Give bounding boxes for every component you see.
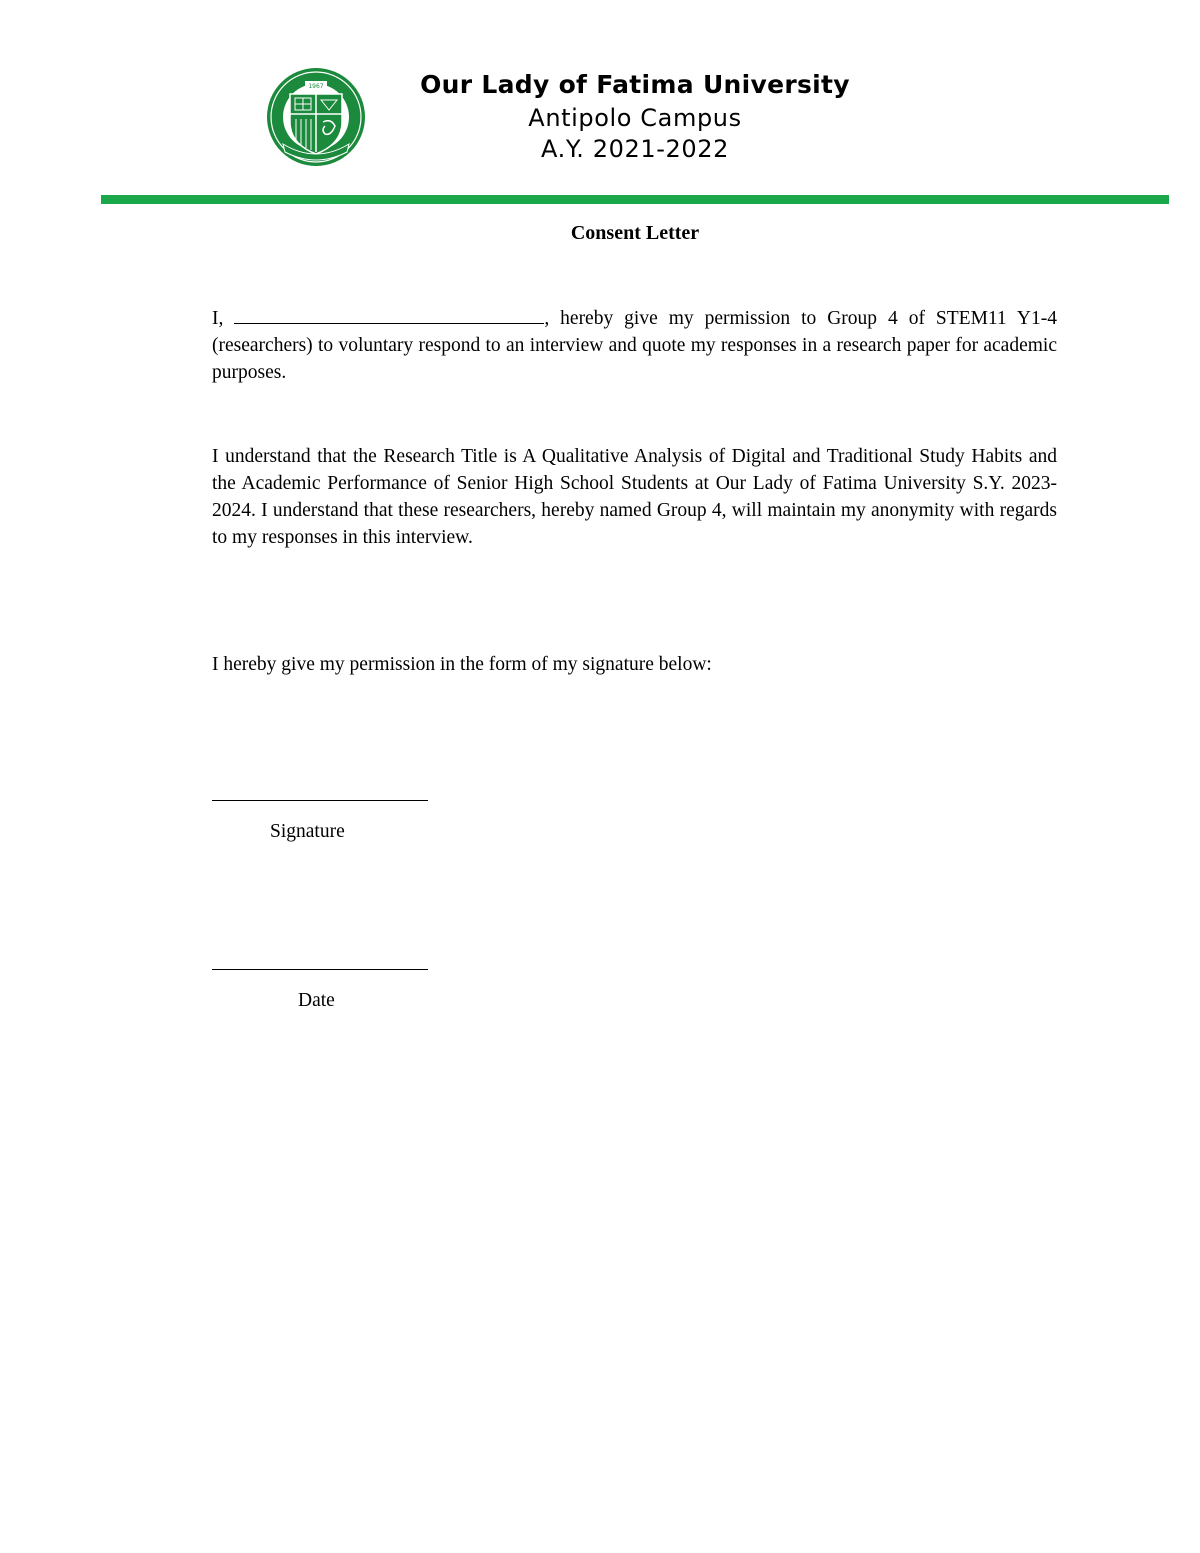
- date-line: [212, 969, 428, 970]
- university-name: Our Lady of Fatima University: [420, 70, 850, 99]
- date-label: Date: [298, 990, 335, 1011]
- paragraph-rest: , hereby give my permission to Group 4 of STEM11 Y1-4 (researchers) to voluntary respond to an interview and quote my responses in a research paper for academic purposes.: [212, 308, 1057, 383]
- campus-name: Antipolo Campus: [528, 104, 742, 132]
- university-seal-logo: [265, 64, 367, 170]
- academic-year: A.Y. 2021-2022: [541, 135, 729, 163]
- document-title: Consent Letter: [570, 222, 700, 244]
- permission-statement: I hereby give my permission in the form of my signature below:: [212, 654, 712, 675]
- name-blank-line: [234, 305, 544, 324]
- signature-line: [212, 800, 428, 801]
- consent-paragraph: [212, 305, 1057, 386]
- svg-text:1967: 1967: [308, 83, 324, 90]
- paragraph-lead: I,: [212, 308, 235, 329]
- header-divider: [101, 195, 1169, 204]
- signature-label: Signature: [270, 821, 345, 842]
- research-title-paragraph: I understand that the Research Title is A Qualitative Analysis of Digital and Traditional Study Habits and the Academic Performance of Senior High School Students at Our Lady of Fatima University S.Y. 2023-2024. I understand that these researchers, hereby named Group 4, will maintain my anonymity with regards to my responses in this interview.: [212, 446, 1057, 548]
